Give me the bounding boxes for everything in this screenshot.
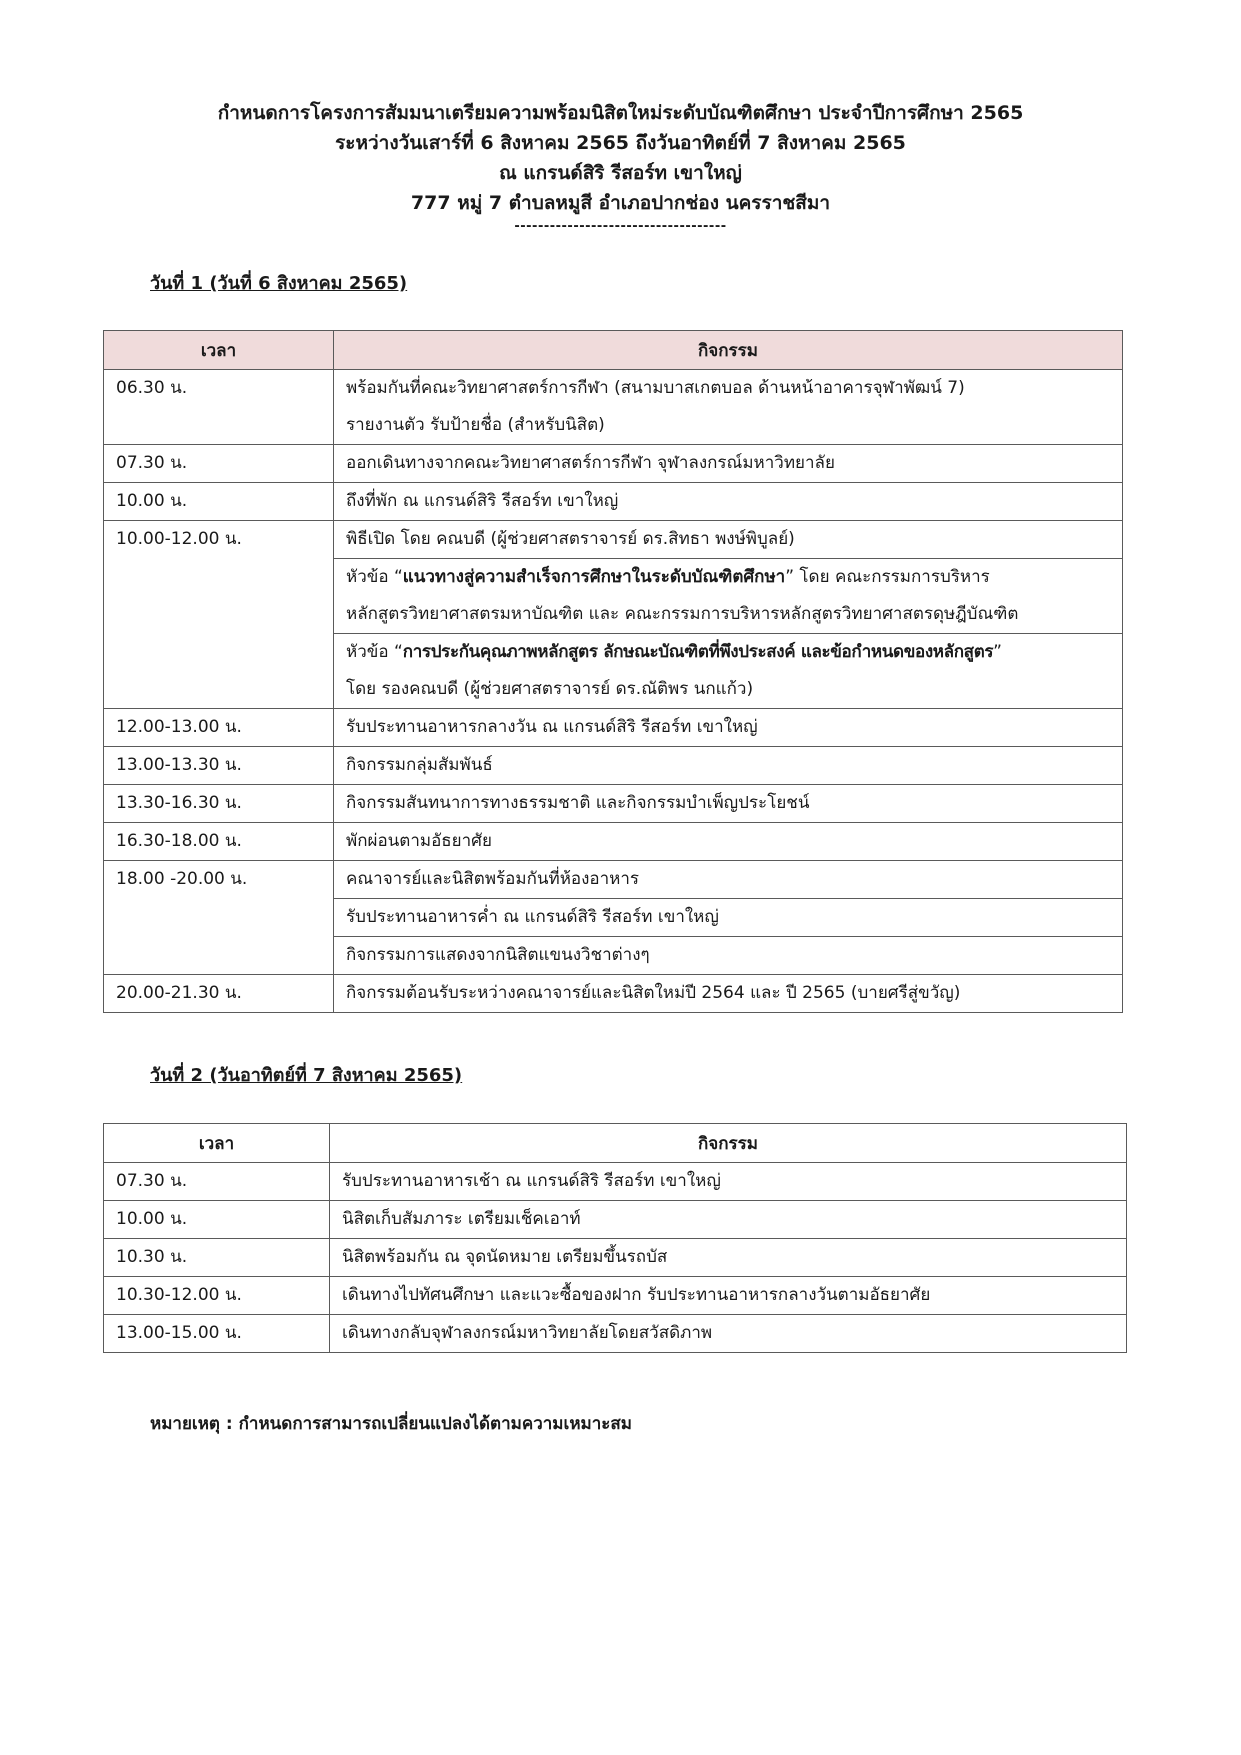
activity-cell: พิธีเปิด โดย คณบดี (ผู้ช่วยศาสตราจารย์ ดร.สิทธา พงษ์พิบูลย์) (334, 521, 1123, 559)
table-row (104, 823, 1123, 861)
time-cell: 20.00-21.30 น. (104, 975, 334, 1013)
activity-cell: กิจกรรมกลุ่มสัมพันธ์ (334, 747, 1123, 785)
table-row (104, 975, 1123, 1013)
activity-cell (334, 370, 1123, 445)
time-cell: 16.30-18.00 น. (104, 823, 334, 861)
activity-cell: รับประทานอาหารค่ำ ณ แกรนด์สิริ รีสอร์ท เขาใหญ่ (334, 899, 1123, 937)
time-cell: 13.30-16.30 น. (104, 785, 334, 823)
time-cell: 06.30 น. (104, 370, 334, 445)
table-row (104, 521, 1123, 559)
day2-heading: วันที่ 2 (วันอาทิตย์ที่ 7 สิงหาคม 2565) (150, 1065, 463, 1086)
day2-schedule-table (103, 1123, 1127, 1353)
time-cell: 10.00 น. (104, 1201, 330, 1239)
activity-cell: เดินทางกลับจุฬาลงกรณ์มหาวิทยาลัยโดยสวัสดิภาพ (330, 1315, 1127, 1353)
time-cell: 10.00 น. (104, 483, 334, 521)
table-row (104, 1239, 1127, 1277)
activity-cell: เดินทางไปทัศนศึกษา และแวะซื้อของฝาก รับประทานอาหารกลางวันตามอัธยาศัย (330, 1277, 1127, 1315)
title-line-2: ระหว่างวันเสาร์ที่ 6 สิงหาคม 2565 ถึงวันอาทิตย์ที่ 7 สิงหาคม 2565 (335, 132, 906, 154)
title-divider: ------------------------------------ (514, 219, 727, 234)
footnote: หมายเหตุ : กำหนดการสามารถเปลี่ยนแปลงได้ตามความเหมาะสม (150, 1414, 632, 1434)
text-suffix: ” โดย คณะกรรมการบริหาร (785, 567, 990, 587)
table-header-row (104, 1124, 1127, 1163)
table-row (104, 445, 1123, 483)
column-header-time: เวลา (104, 331, 334, 370)
table-row (104, 747, 1123, 785)
activity-cell (334, 559, 1123, 634)
activity-cell: นิสิตเก็บสัมภาระ เตรียมเช็คเอาท์ (330, 1201, 1127, 1239)
activity-cell: นิสิตพร้อมกัน ณ จุดนัดหมาย เตรียมขึ้นรถบัส (330, 1239, 1127, 1277)
title-line-3: ณ แกรนด์สิริ รีสอร์ท เขาใหญ่ (499, 162, 742, 184)
table-row (104, 1315, 1127, 1353)
time-cell: 10.30 น. (104, 1239, 330, 1277)
activity-cell: กิจกรรมการแสดงจากนิสิตแขนงวิชาต่างๆ (334, 937, 1123, 975)
time-cell: 07.30 น. (104, 445, 334, 483)
column-header-activity: กิจกรรม (334, 331, 1123, 370)
column-header-activity: กิจกรรม (330, 1124, 1127, 1163)
text-suffix: ” (993, 642, 1002, 662)
title-line-4: 777 หมู่ 7 ตำบลหมูสี อำเภอปากช่อง นครราชสีมา (410, 192, 831, 214)
time-cell: 18.00 -20.00 น. (104, 861, 334, 975)
time-cell: 10.00-12.00 น. (104, 521, 334, 709)
table-row (104, 709, 1123, 747)
activity-line (346, 559, 1110, 596)
column-header-time: เวลา (104, 1124, 330, 1163)
activity-cell: รับประทานอาหารเช้า ณ แกรนด์สิริ รีสอร์ท เขาใหญ่ (330, 1163, 1127, 1201)
table-header-row (104, 331, 1123, 370)
time-cell: 07.30 น. (104, 1163, 330, 1201)
day1-heading: วันที่ 1 (วันที่ 6 สิงหาคม 2565) (150, 273, 408, 294)
activity-cell: พักผ่อนตามอัธยาศัย (334, 823, 1123, 861)
table-row (104, 370, 1123, 445)
activity-cell (334, 634, 1123, 709)
activity-cell: ถึงที่พัก ณ แกรนด์สิริ รีสอร์ท เขาใหญ่ (334, 483, 1123, 521)
table-row (104, 1201, 1127, 1239)
title-line-1: กำหนดการโครงการสัมมนาเตรียมความพร้อมนิสิตใหม่ระดับบัณฑิตศึกษา ประจำปีการศึกษา 2565 (217, 102, 1024, 124)
time-cell: 13.00-15.00 น. (104, 1315, 330, 1353)
activity-cell: ออกเดินทางจากคณะวิทยาศาสตร์การกีฬา จุฬาลงกรณ์มหาวิทยาลัย (334, 445, 1123, 483)
time-cell: 13.00-13.30 น. (104, 747, 334, 785)
activity-cell: กิจกรรมต้อนรับระหว่างคณาจารย์และนิสิตใหม่ปี 2564 และ ปี 2565 (บายศรีสู่ขวัญ) (334, 975, 1123, 1013)
activity-line (346, 634, 1120, 671)
document-title (0, 98, 1241, 236)
text-prefix: หัวข้อ “ (346, 567, 403, 587)
time-cell: 10.30-12.00 น. (104, 1277, 330, 1315)
activity-cell: รับประทานอาหารกลางวัน ณ แกรนด์สิริ รีสอร์ท เขาใหญ่ (334, 709, 1123, 747)
table-row (104, 1163, 1127, 1201)
table-row (104, 483, 1123, 521)
topic-title: แนวทางสู่ความสำเร็จการศึกษาในระดับบัณฑิตศึกษา (402, 567, 786, 587)
activity-line: หลักสูตรวิทยาศาสตรมหาบัณฑิต และ คณะกรรมการบริหารหลักสูตรวิทยาศาสตรดุษฎีบัณฑิต (346, 604, 1019, 624)
text-prefix: หัวข้อ “ (346, 642, 403, 662)
day1-schedule-table (103, 330, 1123, 1013)
table-row (104, 785, 1123, 823)
activity-line: โดย รองคณบดี (ผู้ช่วยศาสตราจารย์ ดร.ณัติพร นกแก้ว) (346, 679, 754, 699)
topic-title: การประกันคุณภาพหลักสูตร ลักษณะบัณฑิตที่พึงประสงค์ และข้อกำหนดของหลักสูตร (402, 642, 994, 662)
table-row (104, 861, 1123, 899)
activity-line: รายงานตัว รับป้ายชื่อ (สำหรับนิสิต) (346, 415, 605, 435)
activity-line: พร้อมกันที่คณะวิทยาศาสตร์การกีฬา (สนามบาสเกตบอล ด้านหน้าอาคารจุฬาพัฒน์ 7) (346, 378, 965, 398)
activity-cell: คณาจารย์และนิสิตพร้อมกันที่ห้องอาหาร (334, 861, 1123, 899)
time-cell: 12.00-13.00 น. (104, 709, 334, 747)
activity-cell: กิจกรรมสันทนาการทางธรรมชาติ และกิจกรรมบำเพ็ญประโยชน์ (334, 785, 1123, 823)
table-row (104, 1277, 1127, 1315)
